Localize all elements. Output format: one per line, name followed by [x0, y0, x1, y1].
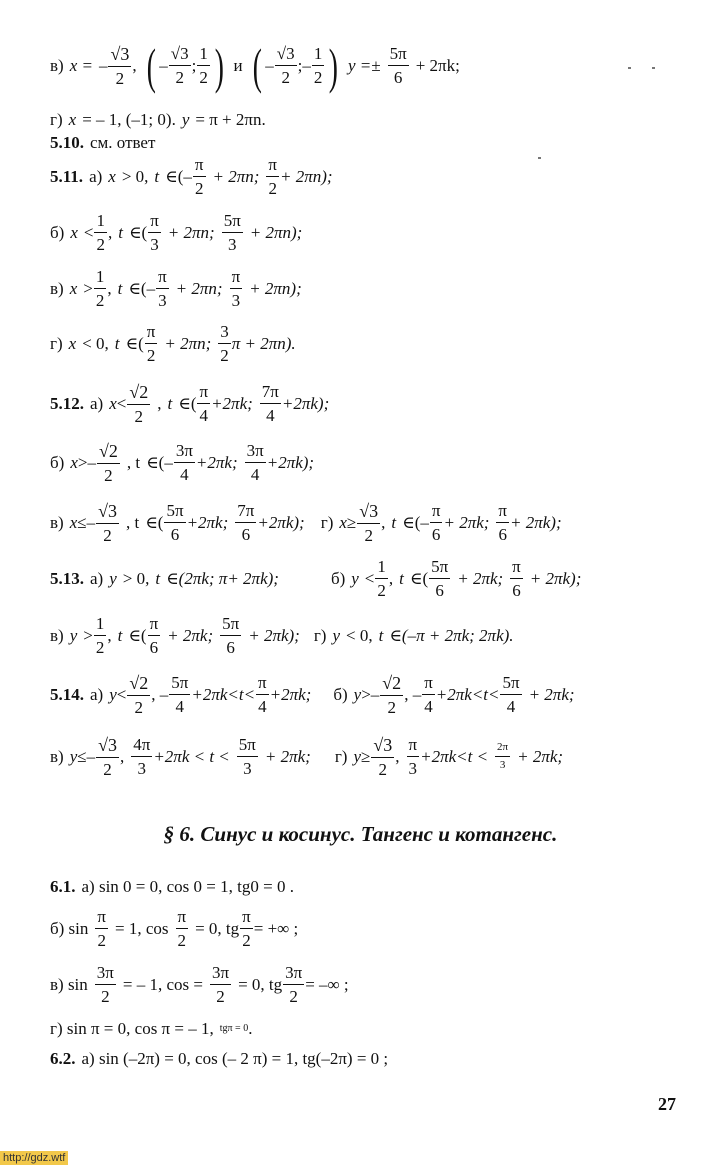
fraction: 7π 4 [261, 382, 279, 425]
fraction: √2 2 [98, 440, 118, 485]
fraction: $\frac{3\pi}{2}$ [285, 963, 303, 1006]
watermark: http://gdz.wtf [0, 1151, 68, 1165]
fraction: 3π 2 [211, 963, 230, 1006]
answer-5-9-v: в) x = – √3 2 , ( – √3 2 ; 1 2 ) и ( – √3 2 ; – 1 2 ) y =± 5π 6 + 2πk; [50, 37, 460, 94]
problem-number: 5.13. [50, 568, 84, 588]
answer-5-11-b: б) x < 1 2 , t ∈( π 3 + 2πn; 5π 3 + 2πn); [50, 211, 303, 254]
fraction: 3 2 [220, 322, 229, 365]
answer-5-11-a: 5.11. а) x > 0, t ∈(– π 2 + 2πn; π 2 + 2πn); [50, 155, 333, 198]
fraction: 5π 6 [222, 614, 240, 657]
fraction: 5π 6 [431, 557, 449, 600]
answer-6-1-v: в) sin 3π 2 = – 1, cos = 3π 2 = 0, tg $\frac{3\pi}{2}$ = –∞ ; [50, 963, 349, 1006]
fraction: 1 2 [377, 557, 386, 600]
answer-5-12-b: б) x >– √2 2 , t ∈(– 3π 4 +2πk; 3π 4 +2πk); [50, 440, 315, 485]
problem-number: 6.2. [50, 1048, 76, 1068]
fraction: $\frac{√3}{2}$ [373, 734, 393, 779]
answer-6-1-a: 6.1. а) sin 0 = 0, cos 0 = 1, tg0 = 0 . [50, 876, 294, 896]
fraction: π 3 [408, 735, 418, 778]
problem-number: 5.12. [50, 393, 84, 413]
fraction: π 3 [158, 267, 167, 310]
fraction: 2π 3 [497, 741, 509, 771]
fraction: π 2 [177, 907, 187, 950]
fraction: 1 2 [313, 44, 323, 87]
answer-5-10: 5.10. см. ответ [50, 132, 156, 152]
fraction: √3 2 [170, 44, 189, 87]
fraction: 1 2 [96, 211, 105, 254]
fraction: π 2 [268, 155, 277, 198]
fraction: π 6 [498, 501, 508, 544]
item-label: в) [50, 55, 64, 75]
fraction: 5π 3 [238, 735, 256, 778]
fraction: √2 2 [129, 381, 149, 426]
fraction: 5π 4 [171, 673, 189, 716]
fraction: 7π 6 [237, 501, 255, 544]
page-number: 27 [658, 1094, 676, 1114]
scan-speck [628, 67, 631, 69]
answer-5-11-g: г) x < 0, t ∈( π 2 + 2πn; 3 2 π + 2πn). [50, 322, 296, 365]
fraction: π 6 [431, 501, 441, 544]
fraction: 3π 2 [96, 963, 114, 1006]
fraction: √3 2 [110, 43, 130, 88]
answer-5-14-vg: в) y ≤– √3 2 , 4π 3 +2πk < t < 5π 3 + 2πk; г) y ≥ $\frac{√3}{2}$ , π 3 +2πk<t < 2π 3 + 2πk; [50, 734, 564, 779]
fraction: π 3 [150, 211, 159, 254]
problem-number: 5.11. [50, 166, 84, 186]
fraction: √2 2 [129, 672, 149, 717]
fraction: π 4 [199, 382, 209, 425]
answer-5-12-a: 5.12. а) x < √2 2 , t ∈( π 4 +2πk; 7π 4 +2πk); [50, 381, 330, 426]
fraction: 3π 4 [175, 441, 193, 484]
fraction: 1 2 [95, 267, 105, 310]
scan-speck [538, 157, 541, 159]
fraction: π 2 [146, 322, 156, 365]
problem-number: 6.1. [50, 876, 76, 896]
fraction: 1 2 [199, 44, 208, 87]
answer-5-12-vg: в) x ≤– √3 2 , t ∈( 5π 6 +2πk; 7π 6 +2πk); г) x ≥ $\frac{√3}{2}$ , t ∈(– π 6 + 2πk; π 6 + 2πk); [50, 500, 562, 545]
answer-6-1-g: г) sin π = 0, cos π = – 1, tgπ = 0 . [50, 1018, 253, 1038]
fraction: $\frac{\pi}{2}$ [242, 907, 251, 950]
fraction: √3 2 [276, 44, 295, 87]
fraction: π 4 [258, 673, 267, 716]
fraction: π 3 [231, 267, 241, 310]
fraction: 1 2 [95, 614, 105, 657]
answer-6-2-a: 6.2. а) sin (–2π) = 0, cos (– 2 π) = 1, tg(–2π) = 0 ; [50, 1048, 389, 1068]
answer-5-14-ab: 5.14. а) y < √2 2 , – 5π 4 +2πk<t< π 4 +2πk; б) y >– √2 2 , – π 4 +2πk<t< 5π 4 + 2πk; [50, 672, 575, 717]
scan-speck [652, 67, 655, 69]
answer-5-9-g: г) x = – 1, (–1; 0). y = π + 2πn. [50, 109, 266, 129]
fraction: π 2 [194, 155, 204, 198]
fraction: 5π 4 [502, 673, 520, 716]
fraction: π 2 [97, 907, 106, 950]
fraction: 5π 6 [166, 501, 184, 544]
answer-5-13-ab: 5.13. а) y > 0, t ∈(2πk; π+ 2πk); б) y < 1 2 , t ∈( 5π 6 + 2πk; π 6 + 2πk); [50, 557, 582, 600]
problem-number: 5.10. [50, 132, 84, 152]
fraction: π 6 [149, 614, 159, 657]
fraction: π 4 [424, 673, 433, 716]
fraction: π 6 [512, 557, 521, 600]
fraction: 5π 6 [389, 44, 407, 87]
problem-number: 5.14. [50, 684, 84, 704]
fraction: √3 2 [98, 734, 117, 779]
fraction: 3π 4 [246, 441, 264, 484]
section-heading: § 6. Синус и косинус. Тангенс и котангенс. [163, 822, 558, 846]
fraction: √2 2 [382, 672, 402, 717]
answer-6-1-b: б) sin π 2 = 1, cos π 2 = 0, tg $\frac{\pi}{2}$ = +∞ ; [50, 907, 299, 950]
answer-5-11-v: в) x > 1 2 , t ∈(– π 3 + 2πn; π 3 + 2πn); [50, 267, 302, 310]
fraction: 5π 3 [223, 211, 241, 254]
answer-5-13-vg: в) y > 1 2 , t ∈( π 6 + 2πk; 5π 6 + 2πk); г) y < 0, t ∈(–π + 2πk; 2πk). [50, 614, 514, 657]
fraction: 4π 3 [133, 735, 151, 778]
fraction: $\frac{√3}{2}$ [359, 500, 379, 545]
fraction: √3 2 [98, 500, 117, 545]
